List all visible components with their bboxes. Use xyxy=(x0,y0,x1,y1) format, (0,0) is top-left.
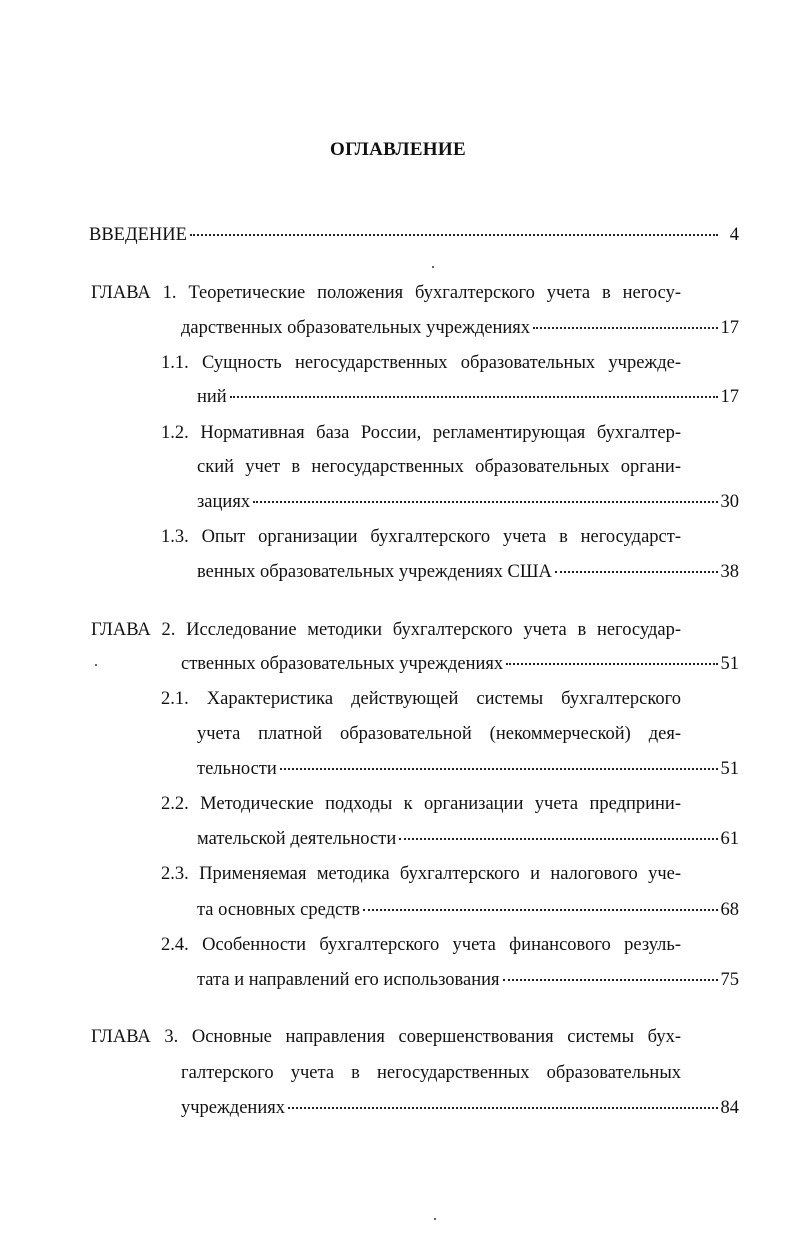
toc-section-1-3-line1[interactable] xyxy=(161,524,681,550)
toc-entry-label: та основных средств xyxy=(197,900,361,920)
toc-entry-label: зациях xyxy=(197,492,251,512)
page-number: 30 xyxy=(720,492,739,512)
toc-entry-label: ГЛАВА 3. Основные направления совершенствования системы бух- xyxy=(91,1027,681,1047)
toc-chapter-3-line3[interactable] xyxy=(181,1095,739,1121)
toc-entry-label: ственных образовательных учреждениях xyxy=(181,654,504,674)
toc-section-2-2-line2[interactable] xyxy=(197,826,739,852)
dot-leader xyxy=(533,327,717,329)
toc-section-1-1-line1[interactable] xyxy=(161,350,681,376)
dot-leader xyxy=(280,768,718,770)
page-number: 68 xyxy=(720,900,739,920)
toc-entry-label: 2.4. Особенности бухгалтерского учета финансового резуль- xyxy=(161,935,681,955)
page-number: 38 xyxy=(720,562,739,582)
toc-entry-label: 1.2. Нормативная база России, регламентирующая бухгалтер- xyxy=(161,423,681,443)
toc-section-2-2-line1[interactable] xyxy=(161,791,681,817)
toc-entry-label: ГЛАВА 1. Теоретические положения бухгалтерского учета в негосу- xyxy=(91,283,681,303)
toc-entry-label: ВВЕДЕНИЕ xyxy=(89,225,187,245)
page-number: 75 xyxy=(720,970,739,990)
toc-section-1-3-line2[interactable] xyxy=(197,559,739,585)
toc-section-2-3-line1[interactable] xyxy=(161,861,681,887)
dot-leader xyxy=(555,571,718,573)
toc-entry-label: ний xyxy=(197,387,227,407)
toc-chapter-3-line1[interactable] xyxy=(91,1024,681,1050)
toc-section-1-2-line3[interactable] xyxy=(197,489,739,515)
toc-section-2-4-line2[interactable] xyxy=(197,967,739,993)
toc-section-1-2-line1[interactable] xyxy=(161,420,681,446)
toc-chapter-2-line2[interactable] xyxy=(181,651,739,677)
page-title: ОГЛАВЛЕНИЕ xyxy=(330,139,466,160)
dot-leader xyxy=(363,909,717,911)
scan-speck xyxy=(95,664,97,666)
page-number: 51 xyxy=(720,759,739,779)
dot-leader xyxy=(399,838,717,840)
toc-section-2-1-line2[interactable] xyxy=(197,721,681,747)
toc-section-2-3-line2[interactable] xyxy=(197,897,739,923)
dot-leader xyxy=(288,1107,718,1109)
toc-chapter-1-line2[interactable] xyxy=(181,315,739,341)
toc-entry-label: ГЛАВА 2. Исследование методики бухгалтерского учета в негосудар- xyxy=(91,620,681,640)
page-number: 17 xyxy=(720,387,739,407)
toc-entry-label: 2.3. Применяемая методика бухгалтерского и налогового уче- xyxy=(161,864,681,884)
toc-entry-label: дарственных образовательных учреждениях xyxy=(181,318,531,338)
scan-speck xyxy=(434,1218,436,1220)
toc-chapter-1-line1[interactable] xyxy=(91,280,681,306)
page-number: 61 xyxy=(720,829,739,849)
toc-entry-label: 2.1. Характеристика действующей системы бухгалтерского xyxy=(161,689,681,709)
toc-entry-intro[interactable] xyxy=(89,222,739,248)
toc-section-1-2-line2[interactable] xyxy=(197,454,681,480)
toc-entry-label: учреждениях xyxy=(181,1098,285,1118)
page-number: 51 xyxy=(720,654,739,674)
toc-entry-label: ский учет в негосударственных образовательных органи- xyxy=(197,457,681,477)
toc-entry-label: учета платной образовательной (некоммерческой) дея- xyxy=(197,724,681,744)
toc-entry-label: тельности xyxy=(197,759,277,779)
toc-section-1-1-line2[interactable] xyxy=(197,384,739,410)
dot-leader xyxy=(503,979,718,981)
page-number: 84 xyxy=(720,1098,739,1118)
dot-leader xyxy=(253,501,717,503)
dot-leader xyxy=(506,663,717,665)
toc-entry-label: 2.2. Методические подходы к организации учета предприни- xyxy=(161,794,681,814)
toc-section-2-4-line1[interactable] xyxy=(161,932,681,958)
toc-chapter-2-line1[interactable] xyxy=(91,617,681,643)
toc-entry-label: 1.1. Сущность негосударственных образовательных учрежде- xyxy=(161,353,681,373)
toc-section-2-1-line3[interactable] xyxy=(197,756,739,782)
dot-leader xyxy=(190,234,718,236)
toc-entry-label: тата и направлений его использования xyxy=(197,970,500,990)
toc-chapter-3-line2[interactable] xyxy=(181,1060,681,1086)
toc-entry-label: мательской деятельности xyxy=(197,829,397,849)
page-number: 4 xyxy=(729,225,739,245)
toc-entry-label: галтерского учета в негосударственных образовательных xyxy=(181,1063,681,1083)
dot-leader xyxy=(230,396,718,398)
toc-entry-label: венных образовательных учреждениях США xyxy=(197,562,552,582)
page-number: 17 xyxy=(720,318,739,338)
toc-entry-label: 1.3. Опыт организации бухгалтерского учета в негосударст- xyxy=(161,527,681,547)
scan-speck xyxy=(432,266,434,268)
toc-section-2-1-line1[interactable] xyxy=(161,686,681,712)
